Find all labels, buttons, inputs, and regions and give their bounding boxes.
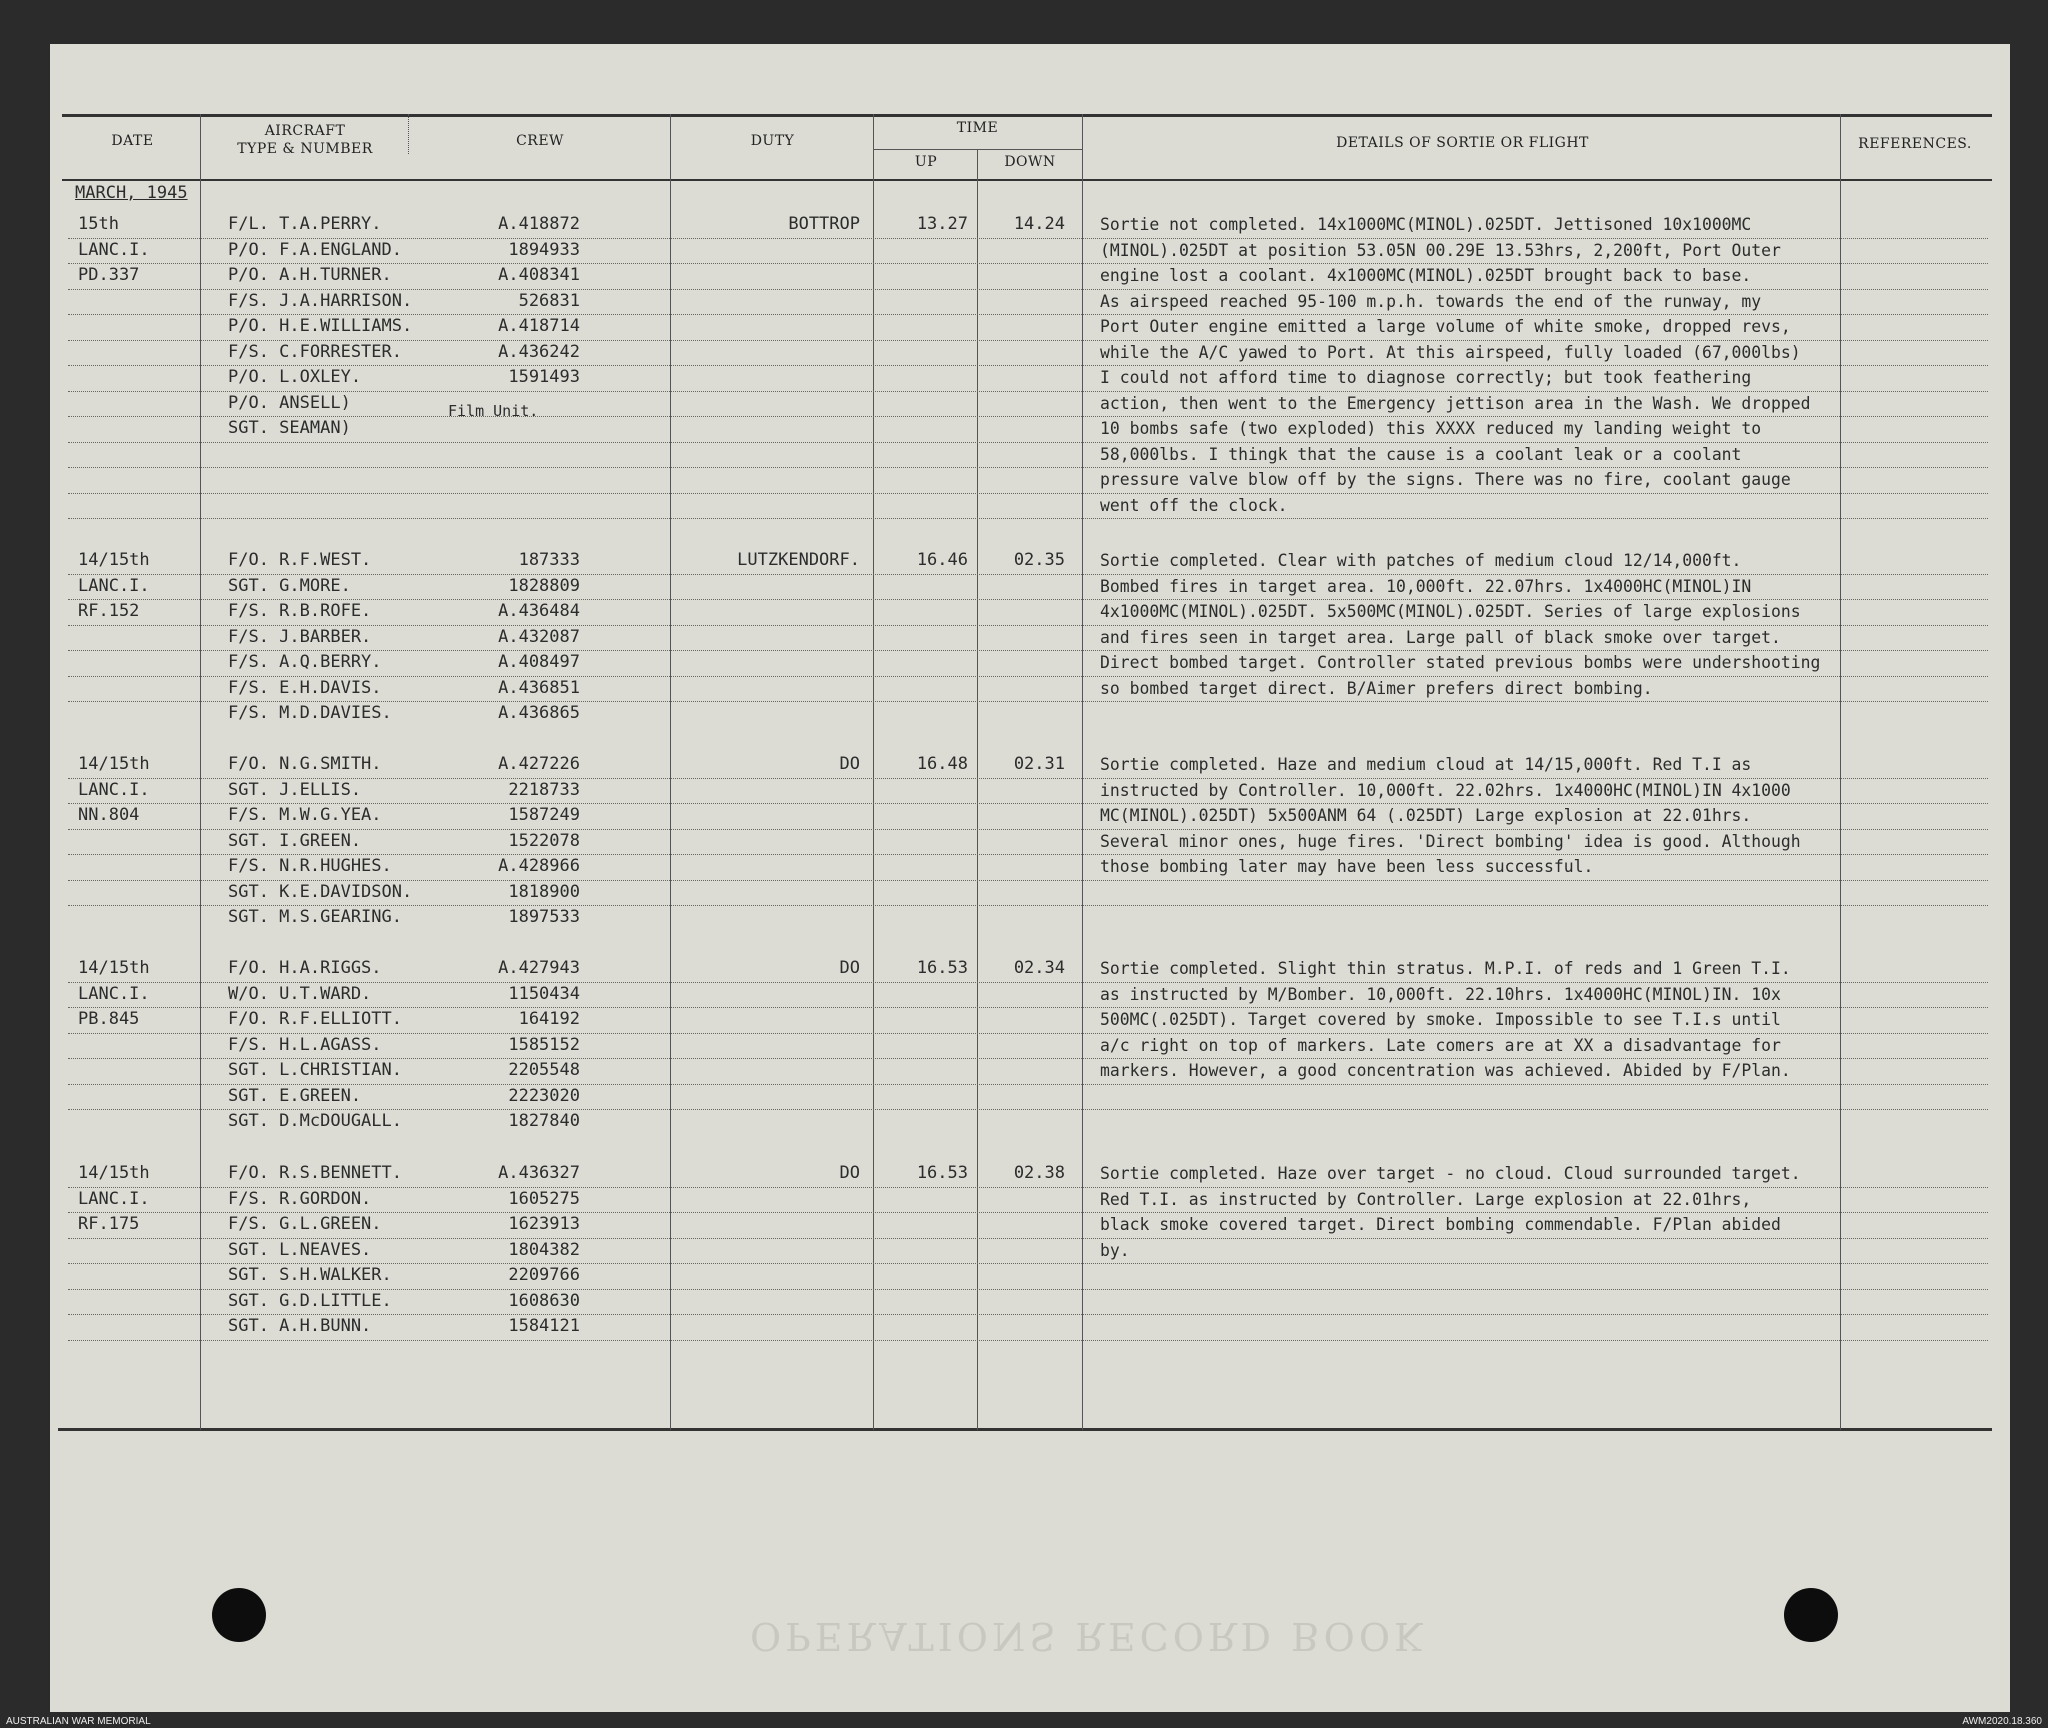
crew-member-number: 187333 <box>518 550 580 570</box>
duty-target: DO <box>839 1163 860 1183</box>
crew-member-name: W/O. U.T.WARD. <box>228 983 372 1004</box>
sortie-details <box>1100 212 1811 518</box>
crew-member-name: P/O. L.OXLEY. <box>228 367 362 387</box>
crew-member-number: A.418714 <box>498 316 580 336</box>
crew-numbers <box>470 956 580 1135</box>
details-line: Several minor ones, huge fires. 'Direct bombing' idea is good. Although <box>1100 831 1801 851</box>
time-split-rule <box>873 149 1083 150</box>
crew-member-name: F/O. N.G.SMITH. <box>228 754 382 774</box>
crew-member-name: P/O. H.E.WILLIAMS. <box>228 316 413 336</box>
crew-member-name: SGT. J.ELLIS. <box>228 779 362 800</box>
aircraft-type: LANC.I. <box>78 239 150 260</box>
crew-member-number: 1827840 <box>508 1111 580 1131</box>
header-details: DETAILS OF SORTIE OR FLIGHT <box>1336 135 1589 151</box>
sortie-details <box>1100 956 1791 1084</box>
binder-hole <box>1784 1588 1838 1642</box>
crew-member-number: A.418872 <box>498 214 580 234</box>
archive-reference: AWM2020.18.360 <box>1962 1716 2042 1727</box>
crew-member-name: P/O. F.A.ENGLAND. <box>228 239 402 260</box>
duty-target: BOTTROP <box>788 214 860 234</box>
details-line: Sortie completed. Haze and medium cloud at 14/15,000ft. Red T.I as <box>1100 755 1752 774</box>
time-down: 14.24 <box>1013 214 1065 234</box>
crew-member-name: F/S. R.GORDON. <box>228 1188 372 1209</box>
crew-names <box>228 212 412 442</box>
details-line: MC(MINOL).025DT) 5x500ANM 64 (.025DT) Large explosion at 22.01hrs. <box>1100 806 1752 825</box>
crew-member-number: A.432087 <box>498 626 580 647</box>
time-up: 16.48 <box>916 754 968 774</box>
crew-member-number: 164192 <box>518 1009 580 1029</box>
aircraft-number: RF.175 <box>78 1214 140 1234</box>
crew-member-number: 1584121 <box>508 1316 580 1336</box>
time-down: 02.34 <box>1013 958 1065 978</box>
crew-member-name: F/S. E.H.DAVIS. <box>228 677 382 698</box>
crew-member-name: SGT. A.H.BUNN. <box>228 1316 372 1336</box>
bottom-rule <box>58 1428 1992 1431</box>
aircraft-number: NN.804 <box>78 805 140 825</box>
aircraft-number: PD.337 <box>78 265 140 285</box>
crew-names <box>228 956 402 1135</box>
col-divider <box>1840 114 1841 1430</box>
crew-member-number: 1605275 <box>508 1188 580 1209</box>
header-duty: DUTY <box>750 133 795 149</box>
sortie-date: 14/15th <box>78 1163 150 1183</box>
details-line: black smoke covered target. Direct bombing commendable. F/Plan abided <box>1100 1215 1781 1234</box>
crew-member-number: A.436851 <box>498 677 580 698</box>
header-aircraft: AIRCRAFT TYPE & NUMBER <box>237 123 373 157</box>
details-line: so bombed target direct. B/Aimer prefers direct bombing. <box>1100 678 1653 698</box>
crew-member-number: 2205548 <box>508 1060 580 1080</box>
details-line: Direct bombed target. Controller stated previous bombs were undershooting <box>1100 653 1821 672</box>
binder-hole <box>212 1588 266 1642</box>
header-crew: CREW <box>516 133 564 149</box>
crew-member-number: 1150434 <box>508 983 580 1004</box>
details-line: Sortie completed. Slight thin stratus. M.P.I. of reds and 1 Green T.I. <box>1100 959 1791 978</box>
details-line: Sortie not completed. 14x1000MC(MINOL).025DT. Jettisoned 10x1000MC <box>1100 215 1752 234</box>
crew-member-number: A.436242 <box>498 341 580 362</box>
time-up: 16.53 <box>916 1163 968 1183</box>
crew-member-name: SGT. L.NEAVES. <box>228 1239 372 1260</box>
aircraft-number: RF.152 <box>78 601 140 621</box>
time-up: 13.27 <box>916 214 968 234</box>
crew-member-number: 1894933 <box>508 239 580 260</box>
details-line: 58,000lbs. I thingk that the cause is a coolant leak or a coolant <box>1100 444 1742 464</box>
crew-member-number: 1897533 <box>508 907 580 927</box>
details-line: markers. However, a good concentration was achieved. Abided by F/Plan. <box>1100 1061 1791 1080</box>
ruled-line <box>68 518 1988 519</box>
crew-member-name: F/O. R.F.WEST. <box>228 550 372 570</box>
crew-member-name: SGT. L.CHRISTIAN. <box>228 1060 402 1080</box>
details-line: As airspeed reached 95-100 m.p.h. towards the end of the runway, my <box>1100 291 1762 311</box>
header-date: DATE <box>111 133 154 149</box>
details-line: Red T.I. as instructed by Controller. Large explosion at 22.01hrs, <box>1100 1189 1752 1209</box>
details-line: 4x1000MC(MINOL).025DT. 5x500MC(MINOL).025DT. Series of large explosions <box>1100 602 1801 621</box>
sortie-date: 14/15th <box>78 754 150 774</box>
details-line: went off the clock. <box>1100 495 1288 515</box>
crew-member-number: A.436327 <box>498 1163 580 1183</box>
crew-member-name: F/S. N.R.HUGHES. <box>228 856 392 876</box>
crew-member-number: A.436484 <box>498 601 580 621</box>
crew-member-name: SGT. K.E.DAVIDSON. <box>228 881 413 902</box>
header-bottom-rule <box>62 179 1992 181</box>
crew-member-name: SGT. SEAMAN) <box>228 418 351 438</box>
crew-member-number: 526831 <box>518 290 580 311</box>
crew-numbers <box>470 1161 580 1340</box>
crew-member-name: SGT. E.GREEN. <box>228 1085 362 1106</box>
crew-names <box>228 548 392 727</box>
crew-member-name: SGT. G.MORE. <box>228 575 351 596</box>
crew-member-name: SGT. D.McDOUGALL. <box>228 1111 402 1131</box>
crew-member-name: SGT. S.H.WALKER. <box>228 1265 392 1285</box>
duty-target: DO <box>839 754 860 774</box>
date-cell <box>78 212 150 289</box>
crew-member-name: SGT. M.S.GEARING. <box>228 907 402 927</box>
header-references: REFERENCES. <box>1858 136 1972 152</box>
time-up: 16.53 <box>916 958 968 978</box>
crew-numbers <box>470 548 580 727</box>
ruled-line <box>68 1340 1988 1341</box>
crew-member-number: A.408341 <box>498 265 580 285</box>
crew-member-name: F/S. J.BARBER. <box>228 626 372 647</box>
aircraft-type: LANC.I. <box>78 779 150 800</box>
header-down: DOWN <box>1004 154 1056 170</box>
crew-member-number: 2218733 <box>508 779 580 800</box>
crew-member-name: F/S. R.B.ROFE. <box>228 601 372 621</box>
details-line: 500MC(.025DT). Target covered by smoke. Impossible to see T.I.s until <box>1100 1010 1781 1029</box>
details-line: those bombing later may have been less successful. <box>1100 857 1594 876</box>
sortie-date: 14/15th <box>78 958 150 978</box>
crew-member-name: F/S. G.L.GREEN. <box>228 1214 382 1234</box>
details-line: pressure valve blow off by the signs. There was no fire, coolant gauge <box>1100 470 1791 489</box>
crew-member-number: A.427943 <box>498 958 580 978</box>
crew-member-number: 1587249 <box>508 805 580 825</box>
header-time: TIME <box>956 120 999 136</box>
col-divider <box>873 114 874 1430</box>
crew-member-name: SGT. G.D.LITTLE. <box>228 1290 392 1311</box>
time-down: 02.35 <box>1013 550 1065 570</box>
details-line: as instructed by M/Bomber. 10,000ft. 22.10hrs. 1x4000HC(MINOL)IN. 10x <box>1100 984 1781 1004</box>
details-line: instructed by Controller. 10,000ft. 22.02hrs. 1x4000HC(MINOL)IN 4x1000 <box>1100 780 1791 800</box>
crew-names <box>228 1161 402 1340</box>
crew-member-number: 1828809 <box>508 575 580 596</box>
details-line: engine lost a coolant. 4x1000MC(MINOL).025DT brought back to base. <box>1100 266 1752 285</box>
crew-member-number: A.427226 <box>498 754 580 774</box>
crew-member-number: 2209766 <box>508 1265 580 1285</box>
time-down: 02.31 <box>1013 754 1065 774</box>
archive-caption: AUSTRALIAN WAR MEMORIAL <box>6 1716 151 1727</box>
aircraft-number: PB.845 <box>78 1009 140 1029</box>
details-line: Sortie completed. Clear with patches of medium cloud 12/14,000ft. <box>1100 551 1742 570</box>
col-divider <box>1082 114 1083 1430</box>
crew-member-number: 1818900 <box>508 881 580 902</box>
col-divider <box>670 114 671 1430</box>
show-through-title: OPERATIONS RECORD BOOK <box>750 1614 1427 1658</box>
crew-member-number: 2223020 <box>508 1085 580 1106</box>
details-line: by. <box>1100 1240 1130 1260</box>
crew-member-number: 1591493 <box>508 367 580 387</box>
crew-member-name: P/O. ANSELL) <box>228 392 351 413</box>
aircraft-type: LANC.I. <box>78 983 150 1004</box>
date-cell <box>78 548 150 625</box>
crew-member-name: P/O. A.H.TURNER. <box>228 265 392 285</box>
crew-member-name: F/O. H.A.RIGGS. <box>228 958 382 978</box>
crew-member-number: 1522078 <box>508 830 580 851</box>
crew-member-number: A.428966 <box>498 856 580 876</box>
crew-member-number: 1804382 <box>508 1239 580 1260</box>
film-unit-note: Film Unit. <box>448 401 539 420</box>
details-line: while the A/C yawed to Port. At this airspeed, fully loaded (67,000lbs) <box>1100 342 1801 362</box>
details-line: and fires seen in target area. Large pall of black smoke over target. <box>1100 627 1781 647</box>
time-down: 02.38 <box>1013 1163 1065 1183</box>
crew-member-name: F/S. C.FORRESTER. <box>228 341 402 362</box>
date-cell <box>78 752 150 829</box>
crew-member-name: F/L. T.A.PERRY. <box>228 214 382 234</box>
crew-member-name: F/O. R.F.ELLIOTT. <box>228 1009 402 1029</box>
sortie-details <box>1100 1161 1801 1263</box>
col-divider <box>408 114 410 154</box>
crew-member-name: SGT. I.GREEN. <box>228 830 362 851</box>
details-line: (MINOL).025DT at position 53.05N 00.29E 13.53hrs, 2,200ft, Port Outer <box>1100 240 1781 260</box>
crew-member-name: F/O. R.S.BENNETT. <box>228 1163 402 1183</box>
period-label: MARCH, 1945 <box>75 183 188 203</box>
details-line: I could not afford time to diagnose correctly; but took feathering <box>1100 368 1752 387</box>
crew-member-number: A.408497 <box>498 652 580 672</box>
details-line: a/c right on top of markers. Late comers are at XX a disadvantage for <box>1100 1035 1781 1055</box>
crew-names <box>228 752 412 931</box>
sortie-details <box>1100 548 1820 701</box>
aircraft-type: LANC.I. <box>78 1188 150 1209</box>
sortie-date: 14/15th <box>78 550 150 570</box>
time-up: 16.46 <box>916 550 968 570</box>
crew-member-number: 1585152 <box>508 1034 580 1055</box>
crew-member-number: 1623913 <box>508 1214 580 1234</box>
crew-numbers <box>470 752 580 931</box>
crew-member-name: F/S. H.L.AGASS. <box>228 1034 382 1055</box>
details-line: 10 bombs safe (two exploded) this XXXX reduced my landing weight to <box>1100 419 1762 438</box>
date-cell <box>78 1161 150 1238</box>
sortie-date: 15th <box>78 214 119 234</box>
details-line: Bombed fires in target area. 10,000ft. 22.07hrs. 1x4000HC(MINOL)IN <box>1100 576 1752 596</box>
crew-member-number: A.436865 <box>498 703 580 723</box>
sortie-details <box>1100 752 1801 880</box>
crew-member-name: F/S. J.A.HARRISON. <box>228 290 413 311</box>
details-line: Port Outer engine emitted a large volume of white smoke, dropped revs, <box>1100 317 1791 336</box>
crew-member-number: 1608630 <box>508 1290 580 1311</box>
duty-target: LUTZKENDORF. <box>737 550 860 570</box>
aircraft-type: LANC.I. <box>78 575 150 596</box>
date-cell <box>78 956 150 1033</box>
col-divider <box>200 114 201 1430</box>
top-rule <box>62 114 1992 117</box>
crew-member-name: F/S. M.D.DAVIES. <box>228 703 392 723</box>
crew-member-name: F/S. A.Q.BERRY. <box>228 652 382 672</box>
details-line: Sortie completed. Haze over target - no cloud. Cloud surrounded target. <box>1100 1164 1801 1183</box>
crew-member-name: F/S. M.W.G.YEA. <box>228 805 382 825</box>
details-line: action, then went to the Emergency jettison area in the Wash. We dropped <box>1100 393 1811 413</box>
header-up: UP <box>914 154 938 170</box>
duty-target: DO <box>839 958 860 978</box>
